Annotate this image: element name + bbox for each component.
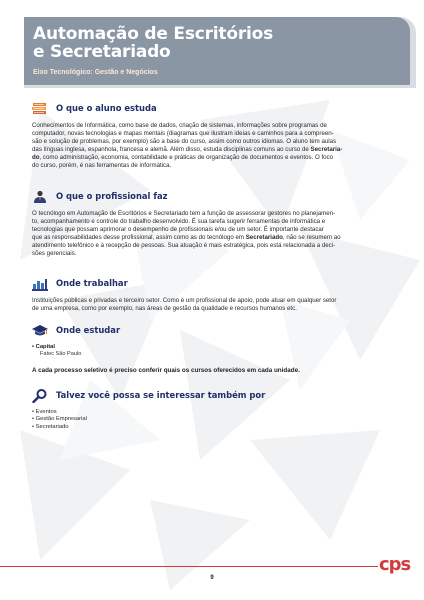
text-line: são e solução de problemas, por exemplo) são a base do curso, assim como outros idiomas. O aluno tem aulas xyxy=(32,137,337,145)
campus-unit: Fatec São Paulo xyxy=(40,351,82,357)
text-line: atendimento telefônico e à recepção de pessoas. Sua atuação é mais estratégica, pois está relacionada a deci- xyxy=(32,241,336,249)
section-heading xyxy=(32,278,397,292)
books-icon xyxy=(32,102,48,116)
text-bold: do xyxy=(32,153,40,161)
page-title xyxy=(33,25,393,61)
header-banner xyxy=(24,17,410,85)
page-number: 9 xyxy=(210,575,214,581)
page-subtitle: Eixo Tecnológico: Gestão e Negócios xyxy=(33,69,158,76)
text-line: do curso, porém, é nas ferramentas de informática. xyxy=(32,161,172,169)
text-span: , não se resumem ao xyxy=(282,233,341,241)
title-line-1: Automação de Escritórios xyxy=(33,24,274,44)
text-bold: Secretaria- xyxy=(310,145,343,153)
section-heading xyxy=(32,191,397,205)
text-line xyxy=(32,154,397,162)
section-title: O que o profissional faz xyxy=(56,191,168,201)
text-line: Instituições públicas e privadas e terceiro setor. Como é um profissional de apoio, pode atuar em qualquer setor xyxy=(32,297,337,304)
professional-icon xyxy=(32,190,48,204)
section-title: Talvez você possa se interessar também por xyxy=(56,390,266,400)
cps-logo xyxy=(378,553,416,575)
section-trabalhar xyxy=(32,278,397,313)
text-line: Conhecimentos de Informática, como base de dados, criação de sistemas, informações sobre programas de xyxy=(32,122,327,129)
section-heading xyxy=(32,325,397,339)
logo-text: cps xyxy=(379,554,411,575)
text-span: das línguas inglesa, espanhola, francesa e alemã. Além disso, estuda disciplinas comuns ao curso de xyxy=(32,145,311,153)
section-title: Onde trabalhar xyxy=(56,278,128,288)
notice-text: A cada processo seletivo é preciso conferir quais os cursos oferecidos em cada unidade. xyxy=(32,367,300,374)
text-line: computador, novas tecnologias e mapas mentais (diagramas que ilustram ideias e caminhos para a compreen- xyxy=(32,129,334,137)
list-item: • Eventos xyxy=(32,409,397,416)
section-heading xyxy=(32,390,397,404)
section-estudar xyxy=(32,325,397,374)
title-line-2: e Secretariado xyxy=(33,42,171,62)
related-courses-list xyxy=(32,409,397,431)
campus-city: • Capital xyxy=(32,344,397,351)
section-aluno xyxy=(32,103,397,169)
text-span: que as responsabilidades desse profissional, assim como as do tecnólogo em xyxy=(32,233,246,241)
section-text xyxy=(32,297,397,313)
section-heading xyxy=(32,103,397,117)
text-line: tecnologias que possam aprimorar o desempenho de profissionais e/ou de um setor. É importante destacar xyxy=(32,225,324,233)
footer-rule xyxy=(0,566,378,567)
magnifier-icon xyxy=(32,389,48,403)
section-interesse xyxy=(32,390,397,431)
section-title: Onde estudar xyxy=(56,325,121,335)
list-item: • Secretariado xyxy=(32,424,397,431)
text-line xyxy=(32,234,397,242)
chart-icon xyxy=(32,277,48,291)
campus-block xyxy=(32,344,397,358)
section-text xyxy=(32,122,397,169)
text-span: , como administração, economia, contabilidade e práticas de organização de documentos e eventos. O foco xyxy=(39,153,334,161)
text-bold: Secretariado xyxy=(245,233,283,241)
section-title: O que o aluno estuda xyxy=(56,103,157,113)
text-line: sões gerenciais. xyxy=(32,249,77,257)
text-line xyxy=(32,146,397,154)
text-line: O tecnólogo em Automação de Escritórios e Secretariado tem a função de assessorar gestores no planejamen- xyxy=(32,210,336,217)
graduation-cap-icon xyxy=(32,324,48,338)
list-item: • Gestão Empresarial xyxy=(32,416,397,423)
section-profissional xyxy=(32,191,397,257)
section-text xyxy=(32,210,397,257)
text-line: to, acompanhamento e controle do trabalho desenvolvido. É sua tarefa sugerir ferramentas de informática e xyxy=(32,217,326,225)
text-line: de uma empresa, como por exemplo, nas áreas de gestão da qualidade e recursos humanos etc. xyxy=(32,304,297,312)
